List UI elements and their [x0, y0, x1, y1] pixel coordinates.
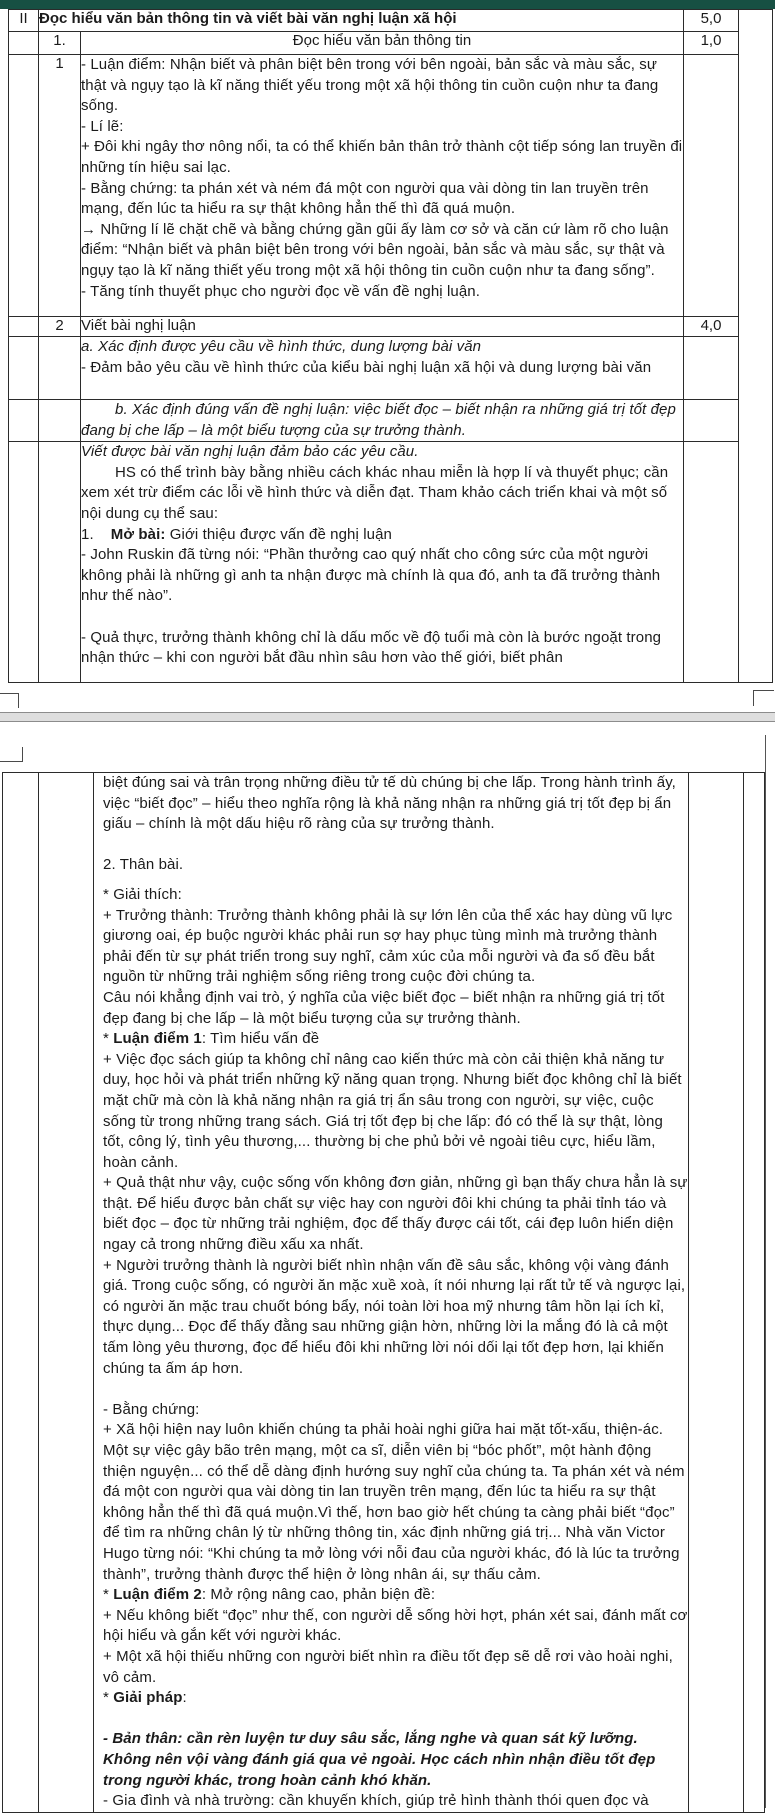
text-line: [103, 855, 688, 876]
line-text: b. Xác định đúng vấn đề nghị luận: việc biết đọc – biết nhận ra những giá trị tốt đẹp đang bị che lấp – là một biểu tượng của sự trưởng thành.: [81, 401, 676, 439]
text-line: [103, 1709, 688, 1730]
section-title-cell: Đọc hiểu văn bản thông tin và viết bài văn nghị luận xã hội: [39, 10, 684, 32]
part2-score-cell: 4,0: [684, 317, 739, 337]
line-prefix: *: [103, 1030, 114, 1048]
part2-title-cell: Viết bài nghị luận: [81, 317, 684, 337]
table-row-criteria-a: [9, 337, 773, 400]
line-text: - Gia đình và nhà trường: cần khuyến khích, giúp trẻ hình thành thói quen đọc và: [103, 1792, 649, 1810]
text-line: [81, 400, 683, 441]
line-text: Viết được bài văn nghị luận đảm bảo các yêu cầu.: [81, 443, 419, 461]
text-line: [81, 463, 683, 525]
line-text: :: [182, 1689, 187, 1707]
part2-number-cell: 2: [39, 317, 81, 337]
table-row-criteria-b: [9, 400, 773, 442]
line-text: + Người trưởng thành là người biết nhìn nhận vấn đề sâu sắc, không vội vàng đánh giá. Trong cuộc sống, có người ăn mặc xuề xoà, ít nói nhưng lại rất tử tế và ngược lại, có người ăn mặc trau chuốt bóng bẩy, nói toàn lời hoa mỹ nhưng tâm hồn lại ích kỉ, thực dụng... Đọc để thấy đằng sau những giận hờn, những lời la mắng đó là cả một tấm lòng yêu thương, đọc để hiểu đôi khi những lời nói dối lại tốt đẹp hơn, lại khiến chúng ta ấm áp hơn.: [103, 1256, 686, 1377]
empty-cell: [9, 55, 39, 317]
text-line: [81, 117, 683, 138]
empty-cell: [9, 337, 39, 400]
margin-column-cell: [744, 773, 765, 1813]
line-text: + Quả thật như vậy, cuộc sống vốn không đơn giản, những gì bạn thấy chưa hẳn là sự thật. Để hiểu được bản chất sự việc hay con người đôi khi chúng ta phải tỉnh táo và biết đọc – đọc từ những trải nghiệm, đọc để thấy được cái tốt, cái đẹp luôn hiển diện ngay cả trong những điều xấu xa nhất.: [103, 1174, 688, 1254]
line-text: + Một xã hội thiếu những con người biết nhìn ra điều tốt đẹp sẽ dễ rơi vào hoài nghi, vô cảm.: [103, 1647, 673, 1686]
text-line: [103, 1688, 688, 1709]
line-text: Câu nói khẳng định vai trò, ý nghĩa của việc biết đọc – biết nhận ra những giá trị tốt đẹp đang bị che lấp – là một biểu tượng của sự trưởng thành.: [103, 988, 665, 1027]
text-line: [103, 1647, 688, 1688]
crop-mark-page1-right: [753, 690, 774, 706]
empty-cell: [9, 400, 39, 442]
line-prefix: 1.: [81, 525, 111, 543]
line-bold-text: Luận điểm 1: [113, 1030, 202, 1048]
text-line: [103, 1791, 688, 1812]
text-line: [81, 628, 683, 669]
table-row-essay-body: [9, 442, 773, 683]
line-text: biệt đúng sai và trân trọng những điều tử tế dù chúng bị che lấp. Trong hành trình ấy, việc “biết đọc” – hiểu theo nghĩa rộng là khả năng nhận ra những giá trị tốt đẹp bị ẩn giấu – chính là một dấu hiệu rõ ràng của sự trưởng thành.: [103, 774, 676, 833]
table-row-detail1: [9, 55, 773, 317]
line-text: a. Xác định được yêu cầu về hình thức, dung lượng bài văn: [81, 338, 482, 355]
text-line: [81, 358, 683, 379]
criteria-b-content-cell: [81, 400, 684, 442]
text-line: [81, 607, 683, 628]
part1-score-cell: 1,0: [684, 32, 739, 55]
text-line: [81, 545, 683, 607]
rubric-table-page1: [8, 9, 773, 683]
text-line: [81, 55, 683, 117]
criteria-a-score-cell: [684, 337, 739, 400]
page-break-gap: [0, 684, 775, 772]
text-line: [81, 220, 683, 282]
line-text: 2. Thân bài.: [103, 856, 184, 874]
text-line: [81, 282, 683, 303]
text-line: [81, 179, 683, 220]
line-prefix: *: [103, 1586, 114, 1604]
line-text: : Tìm hiểu vấn đề: [201, 1030, 320, 1048]
table-row-part2: [9, 317, 773, 337]
criteria-a-content-cell: [81, 337, 684, 400]
text-line: [103, 835, 688, 856]
essay-body-score-cell: [684, 442, 739, 683]
line-text: + Xã hội hiện nay luôn khiến chúng ta phải hoài nghi giữa hai mặt tốt-xấu, thiện-ác. Một sự việc gây bão trên mạng, một ca sĩ, diễn viên bị “bóc phốt”, một hành động thiện nguyện... có thể dễ dàng định hướng suy nghĩ của chúng ta. Ta phán xét và ném đá một con người qua vài dòng tin lan truyền trên mạng, đến lúc ta hiểu ra sự thật không hẳn thế thì đã quá muộn.Vì thế, hơn bao giờ hết chúng ta càng phải biết “đọc” để tìm ra những chân lý từ những thông tin, xác định những giá trị... Nhà văn Victor Hugo từng nói: “Khi chúng ta mở lòng với nỗi đau của người khác, đó là lúc ta trưởng thành”, trưởng thành được thể hiện ở lòng nhân ái, sự thấu cảm.: [103, 1421, 685, 1583]
table-row-continuation: [3, 773, 765, 1813]
line-text: : Mở rộng nâng cao, phản biện đề:: [201, 1586, 436, 1604]
section-number-cell: II: [9, 10, 39, 32]
detail1-number-cell: 1: [39, 55, 81, 317]
text-line: [103, 1029, 688, 1050]
text-line: [103, 1400, 688, 1421]
line-text: + Nếu không biết “đọc” như thế, con người dễ sống hời hợt, phán xét sai, đánh mất cơ hội hiểu và gắn kết với người khác.: [103, 1606, 688, 1645]
continuation-content-cell: [94, 773, 689, 1813]
text-line: [103, 1606, 688, 1647]
part1-title-cell: Đọc hiểu văn bản thông tin: [81, 32, 684, 55]
section-score-cell: 5,0: [684, 10, 739, 32]
empty-cell: [39, 773, 94, 1813]
empty-cell: [9, 32, 39, 55]
line-text: Giải thích:: [113, 885, 182, 903]
text-line: [81, 137, 683, 178]
continuation-score-cell: [689, 773, 744, 1813]
rubric-table-page2: [2, 772, 765, 1813]
line-text: - Quả thực, trưởng thành không chỉ là dấu mốc về độ tuổi mà còn là bước ngoặt trong nhận thức – khi con người bắt đầu nhìn sâu hơn vào thế giới, biết phân: [81, 628, 662, 667]
line-text: - Đảm bảo yêu cầu về hình thức của kiểu bài nghị luận xã hội và dung lượng bài văn: [81, 358, 652, 376]
text-line: [103, 988, 688, 1029]
line-text: - Lí lẽ:: [81, 117, 124, 135]
page2-right-edge-line: [765, 735, 766, 1808]
part1-number-cell: 1.: [39, 32, 81, 55]
table-row-section: [9, 10, 773, 32]
empty-cell: [9, 442, 39, 683]
empty-cell: [39, 337, 81, 400]
line-text: - Luận điểm: Nhận biết và phân biệt bên trong với bên ngoài, bản sắc và màu sắc, sự thật và ngụy tạo là kĩ năng thiết yếu trong một xã hội thông tin cuồn cuộn như ta đang sống.: [81, 56, 659, 115]
text-line: [103, 1050, 688, 1174]
crop-mark-page2-left: [0, 747, 23, 762]
line-prefix: *: [103, 1689, 114, 1707]
text-line: [103, 885, 688, 906]
detail1-content-cell: [81, 55, 684, 317]
line-text: - John Ruskin đã từng nói: “Phần thưởng cao quý nhất cho công sức của một người không phải là những gì anh ta nhận được mà chính là qua đó, anh ta đã trưởng thành như thế nào”.: [81, 546, 661, 605]
page-edge-band: [0, 712, 775, 722]
line-text: - Bản thân: cần rèn luyện tư duy sâu sắc, lắng nghe và quan sát kỹ lưỡng. Không nên vội vàng đánh giá qua vẻ ngoài. Học cách nhìn nhận điều tốt đẹp trong người khác, trong hoàn cảnh khó khăn.: [103, 1730, 656, 1789]
empty-cell: [9, 317, 39, 337]
line-bold-text: Luận điểm 2: [113, 1586, 202, 1604]
line-text: - Tăng tính thuyết phục cho người đọc về vấn đề nghị luận.: [81, 282, 480, 300]
line-text: → Những lí lẽ chặt chẽ và bằng chứng gần gũi ấy làm cơ sở và căn cứ làm rõ cho luận điểm: “Nhận biết và phân biệt bên trong với bên ngoài, bản sắc và màu sắc, sự thật và ngụy tạo là kĩ năng thiết yếu trong một xã hội thông tin cuồn cuộn như ta đang sống”.: [81, 220, 669, 279]
empty-cell: [39, 442, 81, 683]
line-text: HS có thể trình bày bằng nhiều cách khác nhau miễn là hợp lí và thuyết phục; cần xem xét trừ điểm các lỗi về hình thức và diễn đạt. Tham khảo cách triển khai và một số nội dung cụ thể sau:: [81, 463, 669, 522]
crop-mark-page1-left: [0, 693, 19, 708]
top-bar: [0, 0, 775, 9]
detail1-score-cell: [684, 55, 739, 317]
text-line: [103, 906, 688, 988]
text-line: [81, 525, 683, 546]
table-row-part1: [9, 32, 773, 55]
line-text: + Việc đọc sách giúp ta không chỉ nâng cao kiến thức mà còn cải thiện khả năng tư duy, học hỏi và phát triển những kỹ năng quan trọng. Nhưng biết đọc không chỉ là biết mặt chữ mà còn là khả năng nhận ra giá trị ẩn sâu trong con người, sự việc, cuộc sống từ trong những trang sách. Giá trị tốt đẹp bị che lấp: đó có thể là sự thật, lòng tốt, công lý, tình yêu thương,... thường bị che phủ bởi vẻ ngoài tiêu cực, hiểu lầm, hoàn cảnh.: [103, 1050, 682, 1171]
text-line: [103, 1379, 688, 1400]
text-line: [103, 1420, 688, 1585]
line-bold-text: Giải pháp: [113, 1689, 183, 1707]
margin-column-cell: [739, 10, 773, 683]
text-line: [103, 773, 688, 835]
line-text: + Đôi khi ngây thơ nông nổi, ta có thể khiến bản thân trở thành cột tiếp sóng lan truyền đi những tín hiệu sai lạc.: [81, 138, 683, 176]
empty-cell: [3, 773, 39, 1813]
text-line: [81, 442, 683, 463]
line-text: Giới thiệu được vấn đề nghị luận: [165, 525, 392, 543]
line-prefix: *: [103, 885, 114, 903]
criteria-b-score-cell: [684, 400, 739, 442]
essay-body-content-cell: [81, 442, 684, 683]
empty-cell: [39, 400, 81, 442]
text-line: [81, 337, 683, 358]
text-line: [103, 1585, 688, 1606]
line-text: - Bằng chứng:: [103, 1400, 200, 1418]
line-text: + Trưởng thành: Trưởng thành không phải là sự lớn lên của thể xác hay dùng vũ lực giương oai, ép buộc người khác phải run sợ hay phục tùng mình mà trưởng thành phải đến từ sự phát triển trong suy nghĩ, cảm xúc của mỗi người và đa số đều bắt nguồn từ những trải nghiệm sống riêng trong cuộc đời chúng ta.: [103, 906, 673, 986]
text-line: [103, 1729, 688, 1791]
line-bold-text: Mở bài:: [110, 525, 166, 543]
line-text: - Bằng chứng: ta phán xét và ném đá một con người qua vài dòng tin lan truyền trên mạng, đến lúc ta hiểu ra sự thật không hẳn thế thì đã quá muộn.: [81, 179, 649, 218]
text-line: [103, 1173, 688, 1255]
text-line: [103, 1256, 688, 1380]
